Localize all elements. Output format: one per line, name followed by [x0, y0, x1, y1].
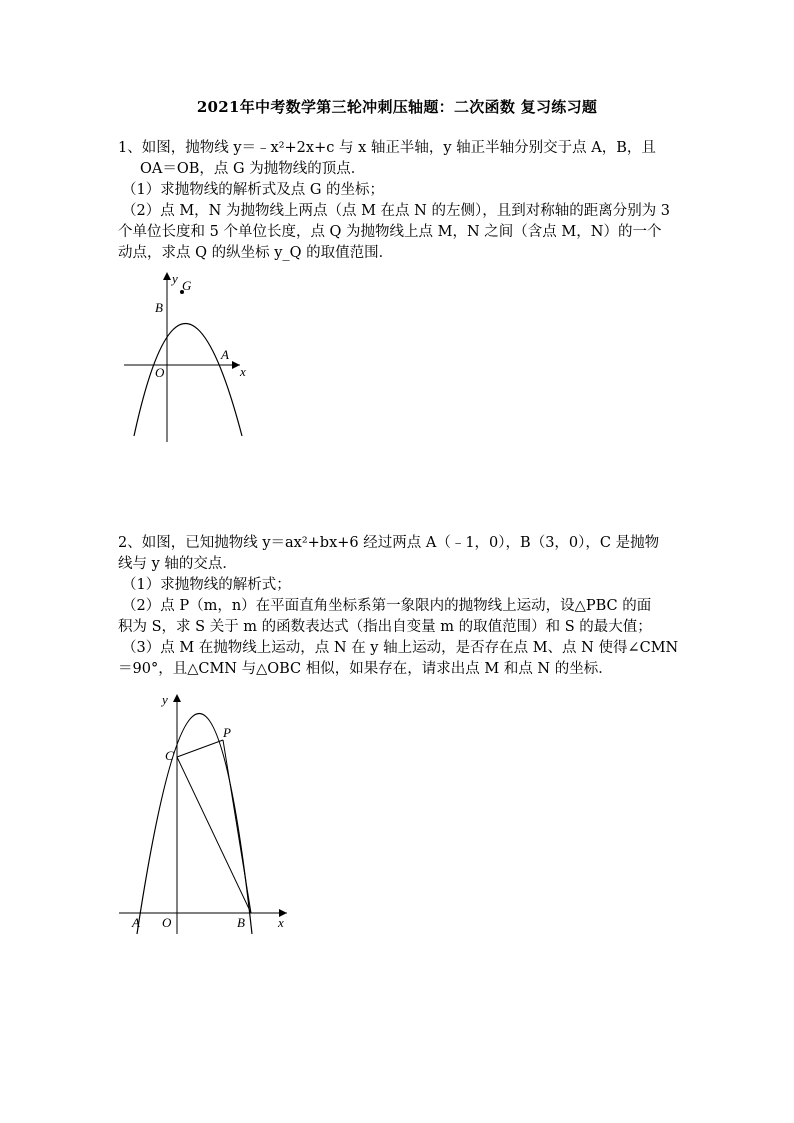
q2-label-c: C [165, 748, 174, 763]
q1-label-b: B [155, 300, 163, 315]
q2-label-x: x [278, 915, 284, 930]
q1-line1-text-a: 1、如图，抛物线 [118, 140, 234, 156]
q2-label-o: O [162, 915, 172, 930]
q1-equation: y＝﹣x²+2x+c [233, 140, 335, 156]
q2-label-b: B [237, 915, 245, 930]
q2-part2-line1: （2）点 P（m，n）在平面直角坐标系第一象限内的抛物线上运动，设△PBC 的面 [122, 598, 652, 614]
q2-segment-cb [177, 757, 251, 913]
q1-line1 [118, 138, 678, 159]
q1-part2-line1: （2）点 M，N 为抛物线上两点（点 M 在点 N 的左侧），且到对称轴的距离分别为 3 [122, 203, 671, 219]
page-title: 2021年中考数学第三轮冲刺压轴题：二次函数 复习练习题 [196, 98, 598, 116]
q2-line2: 线与 y 轴的交点． [118, 556, 237, 572]
q2-line1: 2、如图，已知抛物线 y＝ax²+bx+6 经过两点 A（﹣1，0），B（3，0），C 是抛物 [118, 535, 660, 551]
q1-line1-text-b: 与 x 轴正半轴，y 轴正半轴分别交于点 A，B，且 [334, 140, 656, 156]
q1-x-arrow-icon [232, 361, 240, 369]
q1-part1: （1）求抛物线的解析式及点 G 的坐标； [122, 182, 385, 198]
q2-part2-line2: 积为 S，求 S 关于 m 的函数表达式（指出自变量 m 的取值范围）和 S 的最大值； [118, 619, 652, 635]
q2-part1: （1）求抛物线的解析式； [122, 577, 291, 593]
q1-label-x: x [240, 364, 246, 379]
q1-label-g: G [182, 278, 192, 293]
q2-label-p: P [223, 725, 231, 740]
q1-y-arrow-icon [163, 272, 171, 280]
q2-y-arrow-icon [173, 694, 181, 702]
q2-label-a: A [132, 915, 140, 930]
q2-label-y: y [162, 692, 168, 707]
q1-label-a: A [221, 347, 229, 362]
q2-figure [115, 690, 305, 935]
q2-part3-line2: ＝90°，且△CMN 与△OBC 相似，如果存在，请求出点 M 和点 N 的坐标． [118, 661, 613, 677]
q2-segment-pb [223, 740, 251, 913]
q1-part2-line3: 动点，求点 Q 的纵坐标 y_Q 的取值范围． [118, 245, 394, 261]
q1-line2: OA＝OB，点 G 为抛物线的顶点． [140, 161, 366, 177]
q2-segment-cp [177, 740, 223, 757]
q1-label-o: O [155, 365, 165, 380]
q1-part2-line2: 个单位长度和 5 个单位长度，点 Q 为抛物线上点 M，N 之间（含点 M，N）的一个 [118, 224, 662, 240]
q1-label-y: y [172, 271, 178, 286]
q1-parabola [134, 324, 242, 437]
q2-part3-line1: （3）点 M 在抛物线上运动，点 N 在 y 轴上运动，是否存在点 M、点 N 使得∠CMN [122, 640, 679, 656]
q2-parabola [137, 714, 252, 935]
q1-figure [110, 268, 260, 448]
